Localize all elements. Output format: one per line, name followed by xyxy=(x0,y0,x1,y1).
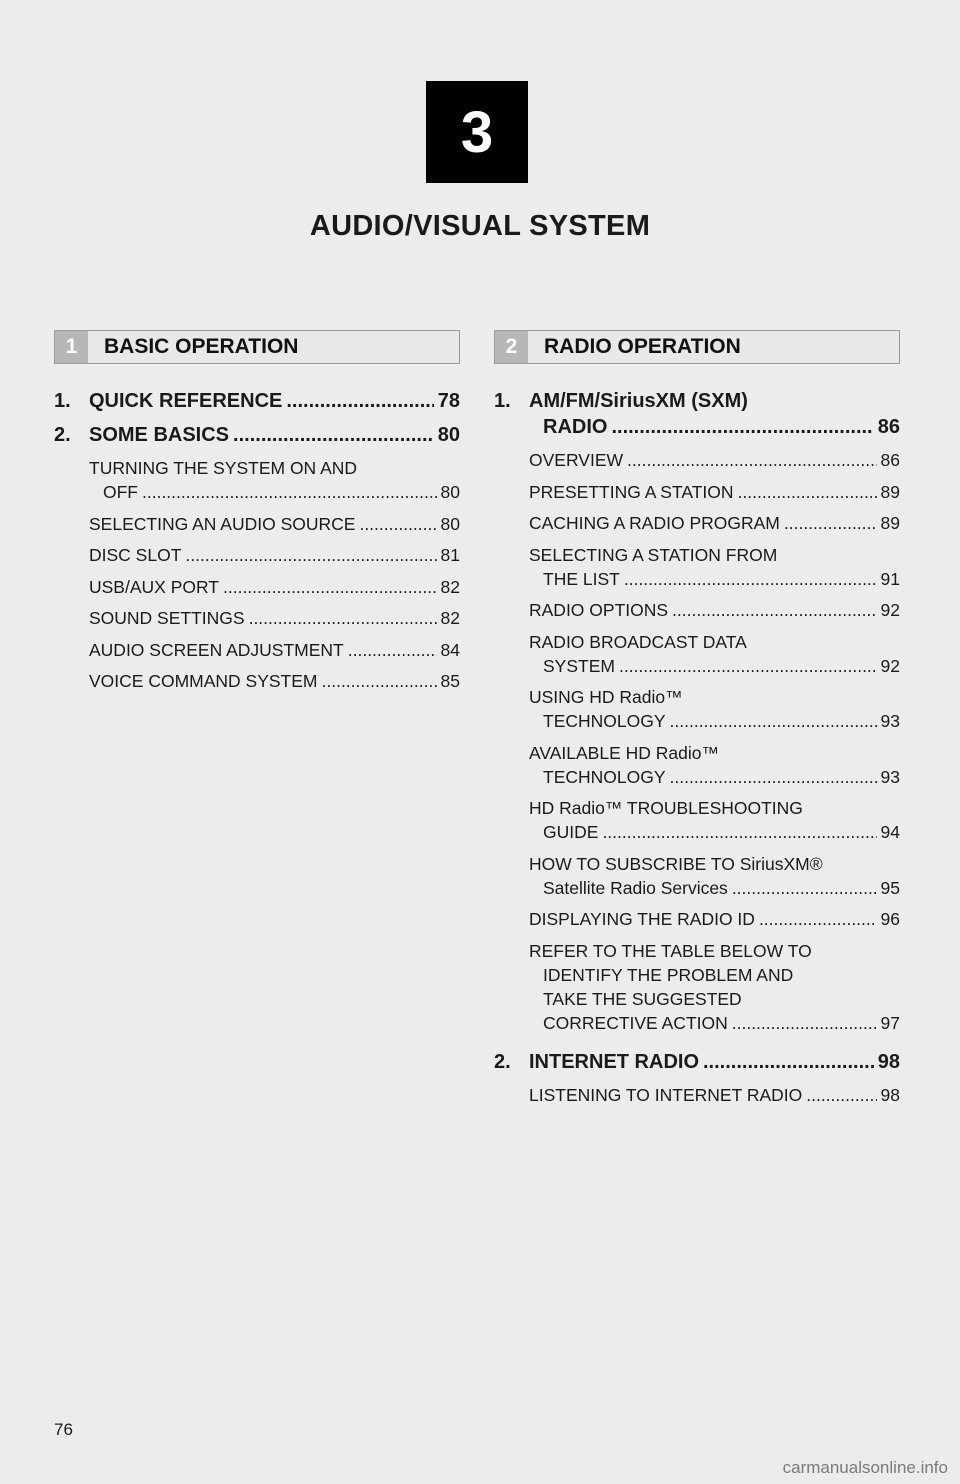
dot-leader xyxy=(670,709,877,733)
entry-text: SYSTEM xyxy=(543,655,615,676)
chapter-title: AUDIO/VISUAL SYSTEM xyxy=(309,210,651,242)
dot-leader xyxy=(233,422,434,448)
toc-sub-entry[interactable] xyxy=(529,907,900,931)
entry-text: SELECTING AN AUDIO SOURCE xyxy=(89,513,356,534)
toc-sub-entry[interactable] xyxy=(529,543,900,591)
watermark: carmanualsonline.info xyxy=(782,1458,948,1477)
page-ref: 82 xyxy=(440,608,460,628)
toc-sub-entry[interactable] xyxy=(89,606,460,630)
entry-line xyxy=(89,669,460,693)
toc-sub-entry[interactable] xyxy=(529,630,900,678)
entry-line xyxy=(89,388,460,414)
entry-line xyxy=(89,606,460,630)
entry-text-line: HD Radio™ TROUBLESHOOTING xyxy=(529,798,803,818)
toc-sub-entry[interactable] xyxy=(89,512,460,536)
entry-text: PRESETTING A STATION xyxy=(529,481,734,502)
entry-text-line: RADIO BROADCAST DATA xyxy=(529,631,747,652)
entry-text: RADIO OPTIONS xyxy=(529,600,669,620)
dot-leader xyxy=(223,575,437,599)
entry-line xyxy=(529,1083,900,1107)
toc-sub-entry[interactable] xyxy=(89,543,460,567)
page-ref: 97 xyxy=(880,1012,900,1033)
entry-line xyxy=(529,876,900,900)
dot-leader xyxy=(602,820,876,844)
entry-text-line: SELECTING A STATION FROM xyxy=(529,544,778,565)
entry-text: SOME BASICS xyxy=(89,424,230,446)
entry-text: LISTENING TO INTERNET RADIO xyxy=(529,1084,803,1105)
entry-text: USB/AUX PORT xyxy=(89,576,219,597)
entry-text-line: TAKE THE SUGGESTED xyxy=(543,988,742,1009)
page-ref: 78 xyxy=(437,390,460,412)
page-ref: 84 xyxy=(440,639,460,660)
entry-number: 1. xyxy=(494,390,511,412)
toc-chapter-entry[interactable] xyxy=(494,388,900,440)
toc-sub-list xyxy=(89,456,460,693)
page-ref: 89 xyxy=(880,513,900,533)
page-ref: 89 xyxy=(880,481,900,502)
toc-sub-entry[interactable] xyxy=(529,511,900,535)
dot-leader xyxy=(732,876,877,900)
section-radio-operation xyxy=(494,330,900,1121)
entry-number: 2. xyxy=(494,1050,511,1073)
page-ref: 85 xyxy=(440,671,460,691)
section-number: 2 xyxy=(495,331,528,363)
dot-leader xyxy=(759,907,877,931)
dot-leader xyxy=(672,598,876,622)
dot-leader xyxy=(142,480,437,504)
entry-text: Satellite Radio Services xyxy=(543,877,728,898)
dot-leader xyxy=(806,1083,876,1107)
entry-line xyxy=(89,422,460,448)
page-ref: 98 xyxy=(877,1050,900,1073)
entry-line xyxy=(89,480,460,504)
toc-sub-entry[interactable] xyxy=(89,456,460,504)
page-ref: 86 xyxy=(877,416,900,438)
chapter-number-box xyxy=(426,81,528,183)
entry-text-line: IDENTIFY THE PROBLEM AND xyxy=(543,964,794,985)
page-number: 76 xyxy=(54,1420,73,1439)
section-title: RADIO OPERATION xyxy=(544,335,741,358)
entry-line xyxy=(529,448,900,472)
entry-text: TECHNOLOGY xyxy=(543,766,666,787)
entry-text: GUIDE xyxy=(543,822,599,842)
entry-line xyxy=(529,480,900,504)
entry-line xyxy=(529,1011,900,1035)
entry-line xyxy=(529,907,900,931)
dot-leader xyxy=(359,512,436,536)
entry-text: CORRECTIVE ACTION xyxy=(543,1012,728,1033)
dot-leader xyxy=(322,669,437,693)
entry-text-line: AM/FM/SiriusXM (SXM) xyxy=(529,390,748,412)
entry-line xyxy=(89,638,460,662)
page-ref: 92 xyxy=(880,600,900,620)
page-ref: 86 xyxy=(880,450,900,470)
entry-text: RADIO xyxy=(543,416,608,438)
dot-leader xyxy=(738,480,877,504)
entry-text: SOUND SETTINGS xyxy=(89,608,245,628)
toc-sub-entry[interactable] xyxy=(529,480,900,504)
entry-line xyxy=(529,820,900,844)
page-ref: 96 xyxy=(880,909,900,929)
section-header xyxy=(54,330,460,364)
toc-sub-entry[interactable] xyxy=(529,598,900,622)
dot-leader xyxy=(185,543,436,567)
toc-sub-entry[interactable] xyxy=(89,638,460,662)
section-basic-operation xyxy=(54,330,460,707)
toc-sub-entry[interactable] xyxy=(89,575,460,599)
toc-chapter-entry[interactable] xyxy=(54,422,460,448)
entry-text-line: REFER TO THE TABLE BELOW TO xyxy=(529,940,812,961)
dot-leader xyxy=(348,638,437,662)
page-ref: 95 xyxy=(880,877,900,898)
page-ref: 80 xyxy=(440,482,460,502)
toc-sub-entry[interactable] xyxy=(529,1083,900,1107)
entry-text: AUDIO SCREEN ADJUSTMENT xyxy=(89,639,344,660)
entry-line xyxy=(529,709,900,733)
entry-text: TECHNOLOGY xyxy=(543,711,666,731)
toc-sub-entry[interactable] xyxy=(529,939,900,1035)
dot-leader xyxy=(670,765,877,789)
entry-number: 1. xyxy=(54,390,71,412)
entry-text-line: TURNING THE SYSTEM ON AND xyxy=(89,458,358,478)
toc-sub-list xyxy=(529,1083,900,1107)
toc-sub-entry[interactable] xyxy=(529,741,900,789)
toc-sub-entry[interactable] xyxy=(529,448,900,472)
dot-leader xyxy=(619,654,877,678)
page-ref: 80 xyxy=(440,513,460,534)
page-ref: 93 xyxy=(880,711,900,731)
section-title: BASIC OPERATION xyxy=(104,335,299,358)
toc-sub-entry[interactable] xyxy=(529,796,900,844)
entry-line xyxy=(89,512,460,536)
section-header xyxy=(494,330,900,364)
dot-leader xyxy=(249,606,437,630)
entry-text: OVERVIEW xyxy=(529,450,624,470)
entry-line xyxy=(529,765,900,789)
chapter-number: 3 xyxy=(460,99,494,165)
entry-line xyxy=(529,567,900,591)
entry-text: OFF xyxy=(103,482,138,502)
entry-line xyxy=(529,1049,900,1075)
page-ref: 98 xyxy=(880,1084,900,1105)
page-ref: 82 xyxy=(440,576,460,597)
entry-line xyxy=(529,414,900,440)
page-ref: 93 xyxy=(880,766,900,787)
dot-leader xyxy=(624,567,877,591)
entry-line xyxy=(89,543,460,567)
dot-leader xyxy=(732,1011,877,1035)
section-number: 1 xyxy=(55,331,88,363)
entry-text: DISPLAYING THE RADIO ID xyxy=(529,909,755,929)
page-ref: 94 xyxy=(880,822,900,842)
entry-text: THE LIST xyxy=(543,568,620,589)
entry-line xyxy=(529,511,900,535)
entry-text: INTERNET RADIO xyxy=(529,1050,699,1073)
toc-sub-entry[interactable] xyxy=(529,685,900,733)
toc-sub-entry[interactable] xyxy=(529,852,900,900)
entry-text-line: USING HD Radio™ xyxy=(529,687,683,707)
entry-line xyxy=(529,598,900,622)
toc-chapter-entry[interactable] xyxy=(54,388,460,414)
entry-text: CACHING A RADIO PROGRAM xyxy=(529,513,780,533)
dot-leader xyxy=(784,511,877,535)
dot-leader xyxy=(627,448,877,472)
dot-leader xyxy=(611,414,873,440)
page-ref: 91 xyxy=(880,568,900,589)
page-ref: 92 xyxy=(880,655,900,676)
entry-text: DISC SLOT xyxy=(89,545,182,565)
entry-text-line: AVAILABLE HD Radio™ xyxy=(529,742,719,763)
entry-text: QUICK REFERENCE xyxy=(89,390,283,412)
entry-line xyxy=(89,575,460,599)
toc-chapter-entry[interactable] xyxy=(494,1049,900,1075)
entry-text-line: HOW TO SUBSCRIBE TO SiriusXM® xyxy=(529,853,823,874)
page-ref: 80 xyxy=(437,424,460,446)
entry-line xyxy=(529,654,900,678)
dot-leader xyxy=(703,1049,874,1075)
toc-sub-list xyxy=(529,448,900,1035)
page-ref: 81 xyxy=(440,545,460,565)
entry-number: 2. xyxy=(54,424,71,446)
toc-sub-entry[interactable] xyxy=(89,669,460,693)
entry-text: VOICE COMMAND SYSTEM xyxy=(89,671,318,691)
dot-leader xyxy=(286,388,433,414)
